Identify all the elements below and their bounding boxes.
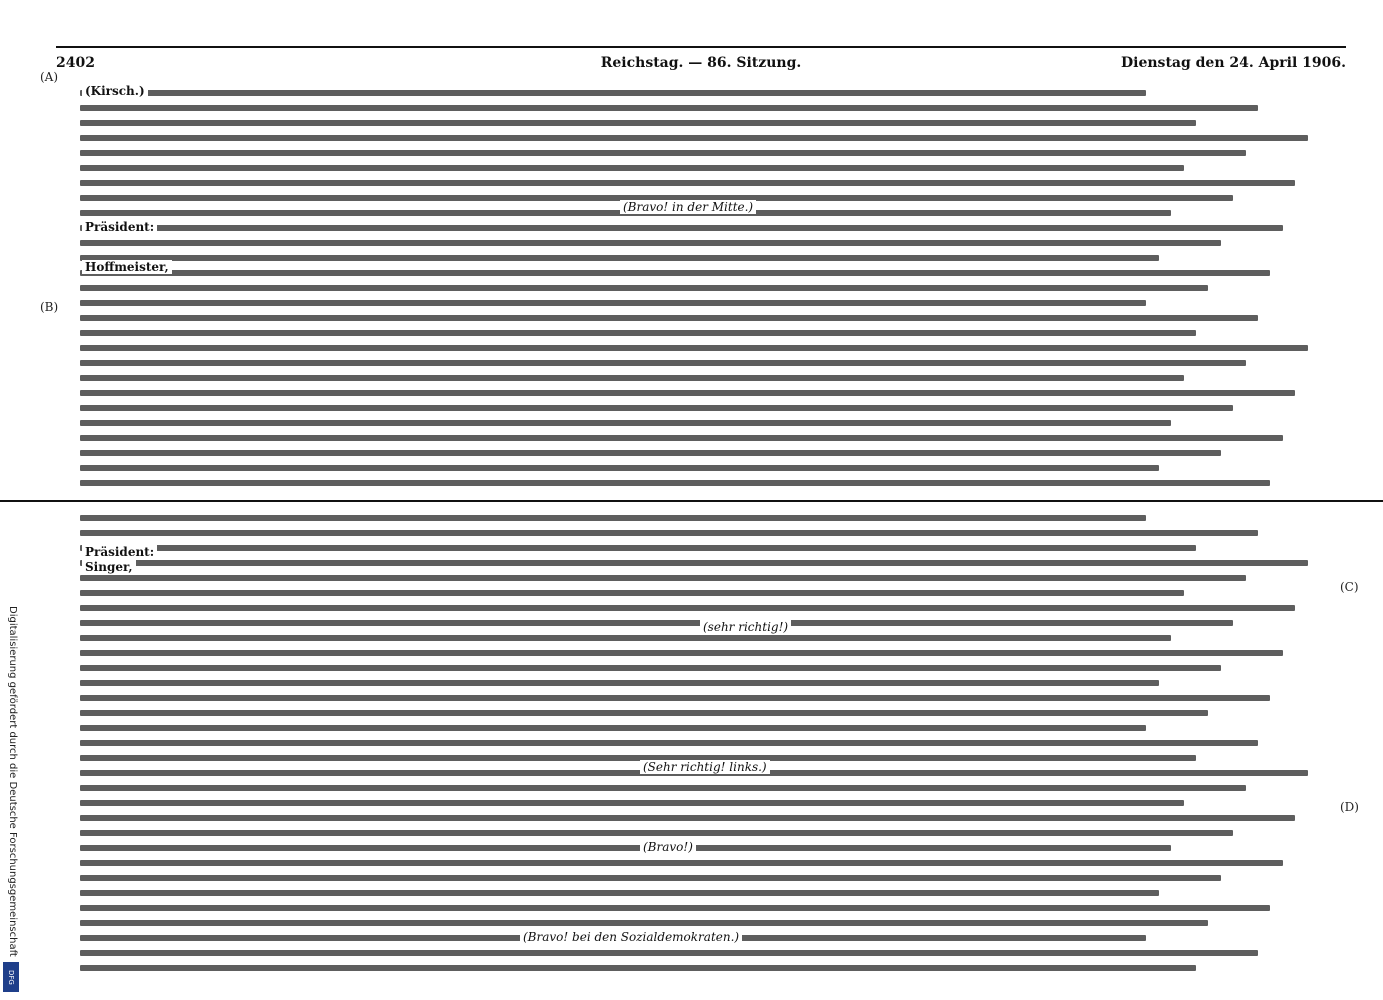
text-line [80,845,1171,851]
dfg-logo: DFG [3,962,19,992]
text-line [80,435,1283,441]
text-line [80,920,1208,926]
text-line [80,450,1221,456]
text-line [80,465,1159,471]
page-header [56,52,1346,74]
text-line [80,545,1196,551]
text-line [80,150,1246,156]
text-line [80,965,1196,971]
text-line [80,950,1258,956]
text-line [80,105,1258,111]
text-line [80,695,1270,701]
text-line [80,755,1196,761]
text-line [80,635,1171,641]
interjection-bravo-sozialdemokraten: (Bravo! bei den Sozialdemokraten.) [520,930,742,944]
interjection-sehr-richtig-links: (Sehr richtig! links.) [640,760,770,774]
text-line [80,375,1184,381]
page-number: 2402 [56,55,95,71]
session-date: Dienstag den 24. April 1906. [1121,55,1346,71]
text-line [80,530,1258,536]
interjection-bravo: (Bravo!) [640,840,696,854]
margin-letter-d: (D) [1340,800,1359,814]
margin-letter-c: (C) [1340,580,1359,594]
text-line [80,650,1283,656]
text-line [80,725,1146,731]
text-line [80,360,1246,366]
text-line [80,390,1295,396]
text-line [80,270,1270,276]
digitization-note: Digitalisierung gefördert durch die Deutsche Forschungsgemeinschaft [7,606,18,957]
section-speaker-tag: (Kirsch.) [82,84,148,98]
text-line [80,285,1208,291]
speaker-hoffmeister: Hoffmeister, [82,260,172,274]
speaker-singer: Singer, [82,560,136,574]
text-line [80,575,1246,581]
interjection-bravo-mitte: (Bravo! in der Mitte.) [620,200,756,214]
speaker-president-lower: Präsident: [82,545,157,559]
text-line [80,860,1283,866]
column-divider [0,500,1383,502]
text-line [80,815,1295,821]
text-line [80,665,1221,671]
text-line [80,480,1270,486]
text-line [80,590,1184,596]
text-line [80,255,1159,261]
text-line [80,315,1258,321]
text-line [80,560,1308,566]
text-line [80,120,1196,126]
text-line [80,785,1246,791]
text-line [80,165,1184,171]
text-line [80,905,1270,911]
text-line [80,830,1233,836]
speaker-president-upper: Präsident: [82,220,157,234]
text-line [80,420,1171,426]
text-line [80,225,1283,231]
header-rule [56,46,1346,48]
text-line [80,875,1221,881]
margin-letter-b: (B) [40,300,59,314]
text-line [80,710,1208,716]
text-line [80,515,1146,521]
text-line [80,620,1233,626]
text-line [80,90,1146,96]
running-title: Reichstag. — 86. Sitzung. [600,55,802,71]
text-line [80,330,1196,336]
text-line [80,800,1184,806]
text-line [80,300,1146,306]
text-line [80,405,1233,411]
text-line [80,605,1295,611]
lower-text-column [80,515,1320,971]
text-line [80,740,1258,746]
text-line [80,890,1159,896]
interjection-sehr-richtig: (sehr richtig!) [700,620,791,634]
text-line [80,240,1221,246]
text-line [80,345,1308,351]
text-line [80,180,1295,186]
upper-text-column [80,90,1320,486]
text-line [80,135,1308,141]
margin-letter-a: (A) [40,70,59,84]
text-line [80,680,1159,686]
